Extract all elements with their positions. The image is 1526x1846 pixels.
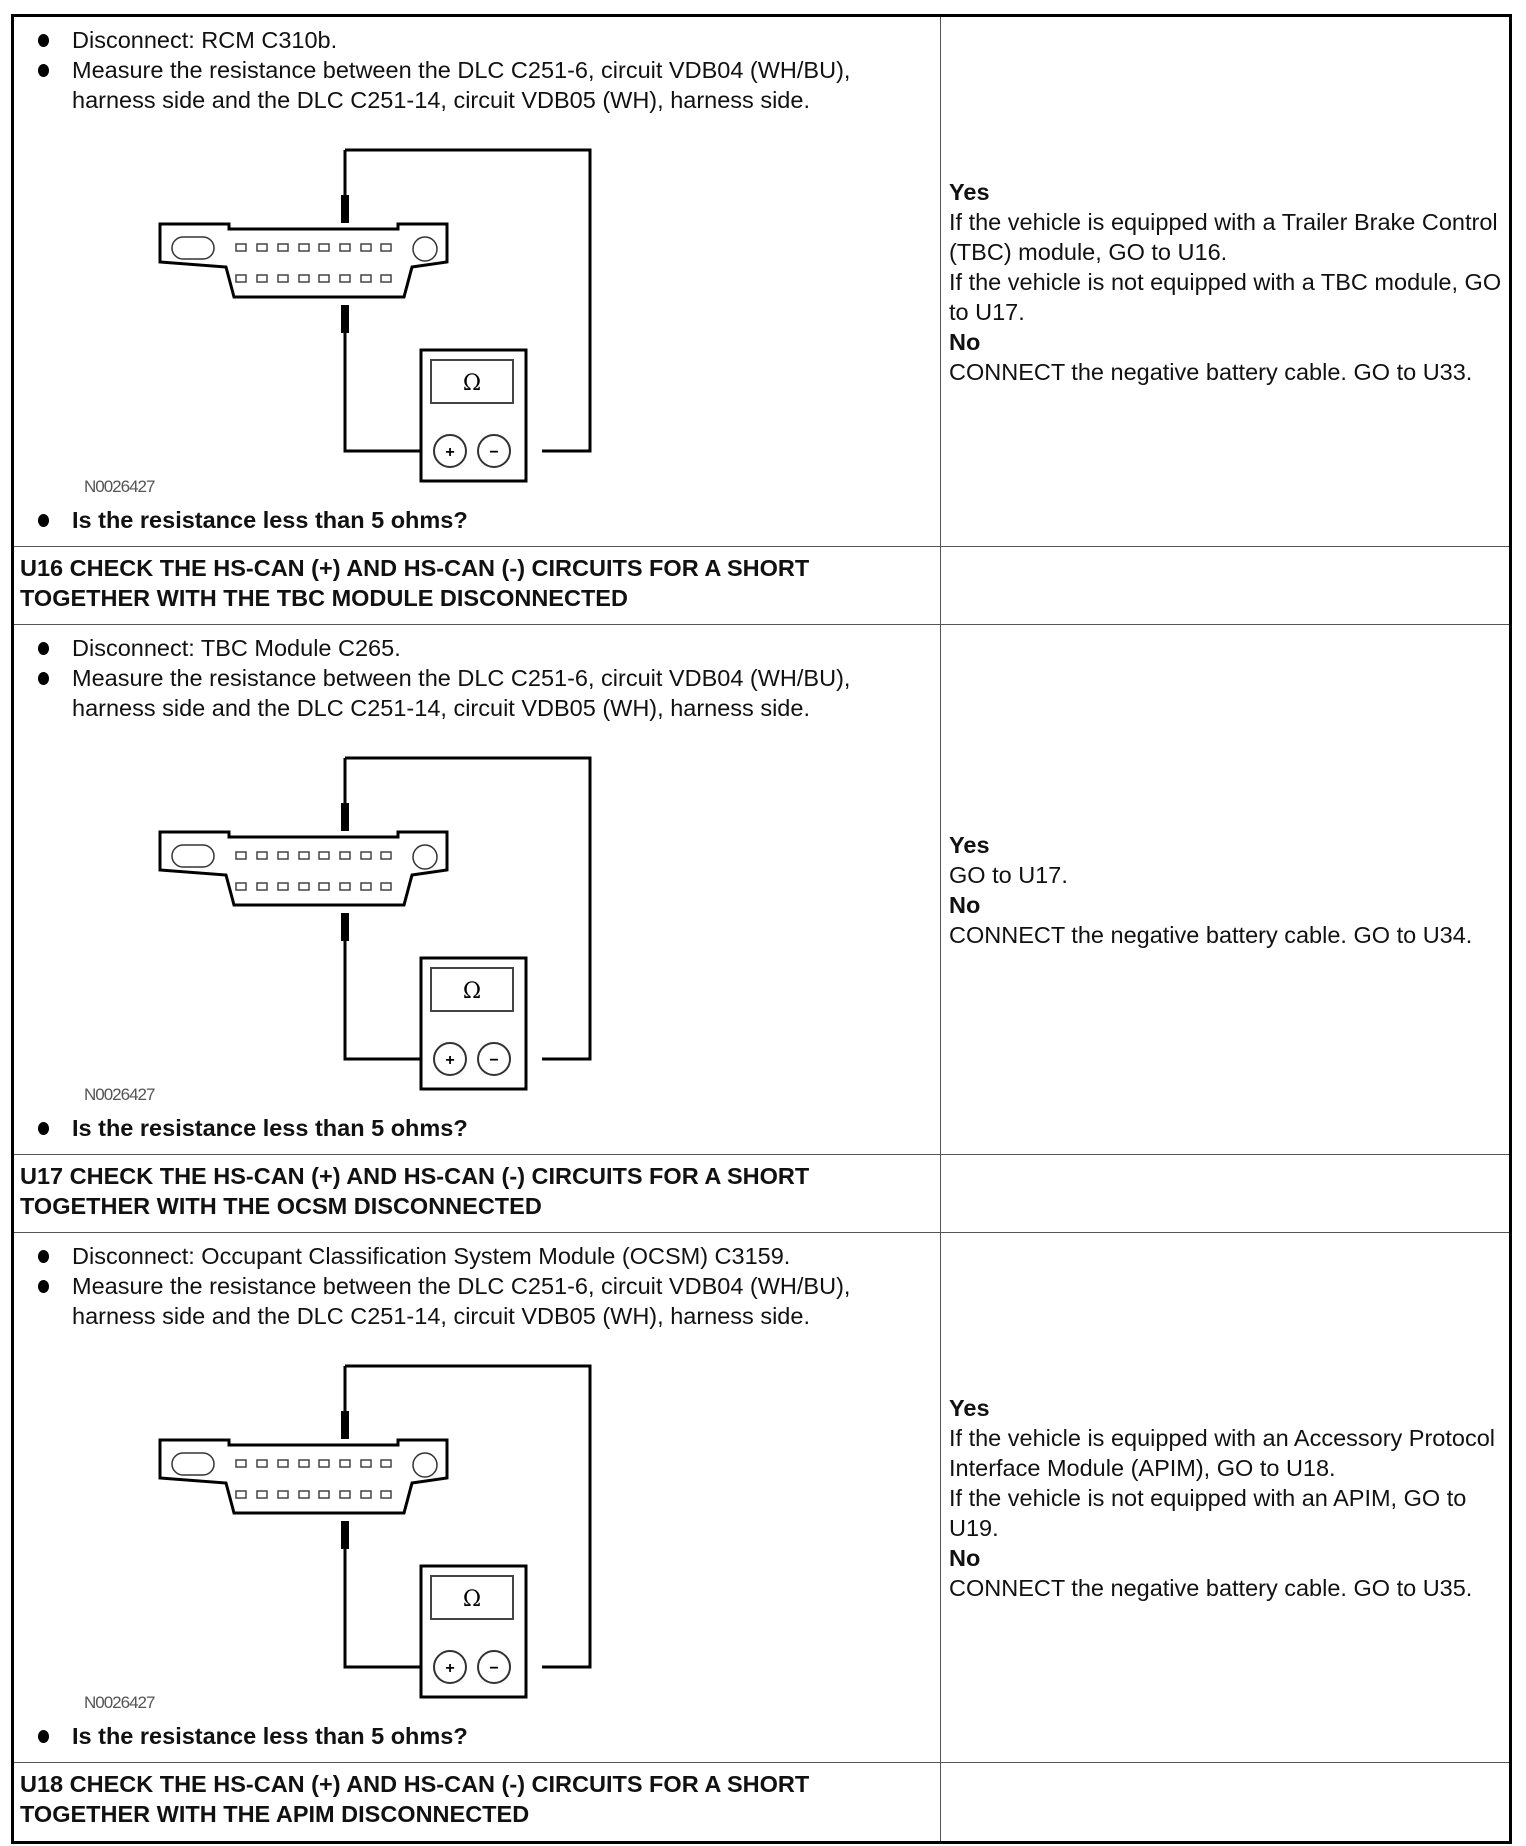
- step-result: [941, 625, 1509, 1154]
- step-row: [14, 625, 1509, 1155]
- no-action: CONNECT the negative battery cable. GO to U34.: [949, 921, 1473, 948]
- dlc-connector: [160, 832, 447, 905]
- step-instructions: [14, 625, 941, 1154]
- yes-action: GO to U17.: [949, 861, 1068, 888]
- svg-text:Ω: Ω: [462, 1587, 482, 1612]
- question: Is the resistance less than 5 ohms?: [14, 1721, 468, 1751]
- figure-id: N0026427: [84, 477, 155, 496]
- ohmmeter: [421, 350, 526, 481]
- dlc-resistance-measurement-diagram: [14, 745, 614, 1095]
- step-heading: U16 CHECK THE HS-CAN (+) AND HS-CAN (-) CIRCUITS FOR A SHORT TOGETHER WITH THE TBC MODULE DISCONNECTED: [14, 547, 941, 624]
- step-result: [941, 1233, 1509, 1762]
- step-heading-row: [14, 1155, 1509, 1233]
- svg-text:+: +: [445, 1660, 455, 1677]
- dlc-connector: [160, 224, 447, 297]
- step-row: [14, 1233, 1509, 1763]
- dlc-resistance-measurement-diagram: [14, 1353, 614, 1703]
- svg-text:−: −: [489, 444, 499, 461]
- dlc-connector: [160, 1440, 447, 1513]
- yes-action: If the vehicle is not equipped with a TBC module, GO to U17.: [949, 268, 1502, 325]
- step-instructions: [14, 17, 941, 546]
- instruction-item: Disconnect: Occupant Classification System Module (OCSM) C3159.: [14, 1241, 940, 1271]
- instruction-item: Measure the resistance between the DLC C251-6, circuit VDB04 (WH/BU), harness side and the DLC C251-14, circuit VDB05 (WH), harness side.: [14, 55, 940, 115]
- step-heading: U18 CHECK THE HS-CAN (+) AND HS-CAN (-) CIRCUITS FOR A SHORT TOGETHER WITH THE APIM DISCONNECTED: [14, 1763, 941, 1841]
- ohmmeter: [421, 1566, 526, 1697]
- instruction-item: Disconnect: TBC Module C265.: [14, 633, 940, 663]
- svg-text:−: −: [489, 1660, 499, 1677]
- yes-action: If the vehicle is equipped with a Trailer Brake Control (TBC) module, GO to U16.: [949, 208, 1498, 265]
- no-action: CONNECT the negative battery cable. GO to U35.: [949, 1574, 1473, 1601]
- instruction-item: Measure the resistance between the DLC C251-6, circuit VDB04 (WH/BU), harness side and the DLC C251-14, circuit VDB05 (WH), harness side.: [14, 1271, 940, 1331]
- no-label: No: [949, 891, 981, 918]
- no-action: CONNECT the negative battery cable. GO to U33.: [949, 358, 1473, 385]
- yes-label: Yes: [949, 831, 990, 858]
- svg-text:Ω: Ω: [462, 371, 482, 396]
- svg-text:Ω: Ω: [462, 979, 482, 1004]
- figure-id: N0026427: [84, 1693, 155, 1712]
- svg-text:+: +: [445, 1052, 455, 1069]
- step-heading-row: [14, 1763, 1509, 1841]
- yes-action: If the vehicle is equipped with an Accessory Protocol Interface Module (APIM), GO to U18.: [949, 1424, 1496, 1481]
- svg-text:−: −: [489, 1052, 499, 1069]
- yes-action: If the vehicle is not equipped with an APIM, GO to U19.: [949, 1484, 1467, 1541]
- instruction-item: Measure the resistance between the DLC C251-6, circuit VDB04 (WH/BU), harness side and the DLC C251-14, circuit VDB05 (WH), harness side.: [14, 663, 940, 723]
- figure-id: N0026427: [84, 1085, 155, 1104]
- question: Is the resistance less than 5 ohms?: [14, 1113, 468, 1143]
- diagnostic-test-table: [11, 14, 1512, 1844]
- no-label: No: [949, 328, 981, 355]
- no-label: No: [949, 1544, 981, 1571]
- step-heading-row: [14, 547, 1509, 625]
- instruction-item: Disconnect: RCM C310b.: [14, 25, 940, 55]
- yes-label: Yes: [949, 178, 990, 205]
- yes-label: Yes: [949, 1394, 990, 1421]
- step-result: [941, 17, 1509, 546]
- svg-text:+: +: [445, 444, 455, 461]
- step-instructions: [14, 1233, 941, 1762]
- dlc-resistance-measurement-diagram: [14, 137, 614, 487]
- ohmmeter: [421, 958, 526, 1089]
- question: Is the resistance less than 5 ohms?: [14, 505, 468, 535]
- step-heading: U17 CHECK THE HS-CAN (+) AND HS-CAN (-) CIRCUITS FOR A SHORT TOGETHER WITH THE OCSM DISCONNECTED: [14, 1155, 941, 1232]
- step-row: [14, 17, 1509, 547]
